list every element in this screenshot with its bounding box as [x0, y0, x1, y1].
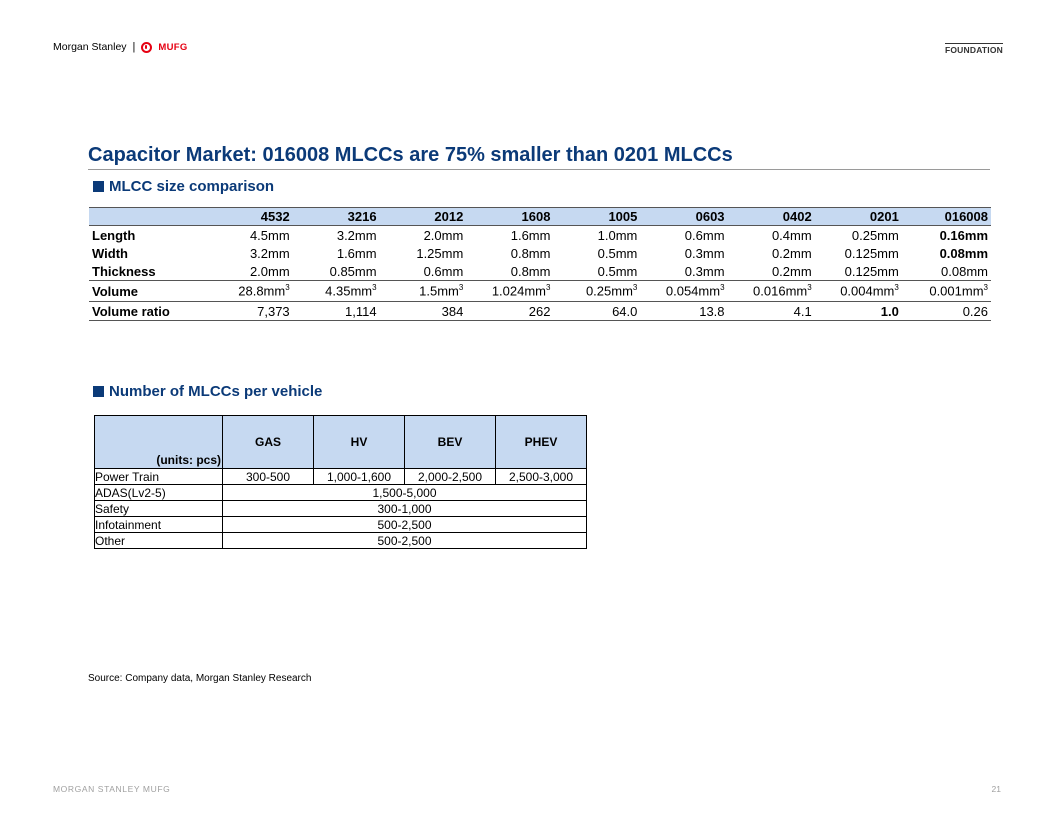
table-cell: 2,500-3,000 [496, 469, 587, 485]
volume-value: 0.001mm [929, 283, 984, 299]
table-header-row [89, 208, 991, 226]
table-row-length [89, 226, 991, 245]
volume-value: 0.054mm [665, 283, 721, 299]
table-row-thickness [89, 262, 991, 281]
unit-superscript: 3 [894, 283, 899, 293]
mlcc-size-heading-text: MLCC size comparison [109, 178, 275, 195]
column-header: 4532 [206, 208, 293, 226]
volume-value: 0.016mm [753, 283, 808, 299]
column-header: 0402 [728, 208, 815, 226]
table-cell [553, 281, 640, 302]
table-cell: 0.125mm [844, 263, 899, 279]
volume-value: 28.8mm [238, 283, 286, 299]
table-cell: 0.85mm [329, 263, 377, 279]
mlcc-per-vehicle-heading [93, 383, 322, 400]
table-row-power-train [95, 469, 587, 485]
row-label: Width [92, 245, 128, 261]
foundation-tag: FOUNDATION [944, 45, 1003, 55]
table-cell [293, 281, 380, 302]
table-cell [902, 281, 991, 302]
table-cell: 0.2mm [771, 245, 812, 261]
header-brand [53, 41, 188, 53]
table-cell: 1.0 [815, 302, 902, 321]
table-cell: 500-2,500 [223, 533, 587, 549]
table-cell: 2.0mm [423, 227, 464, 243]
column-header: 1608 [466, 208, 553, 226]
table-header-row [95, 416, 587, 469]
table-cell: 0.2mm [771, 263, 812, 279]
table-cell: 0.8mm [510, 263, 551, 279]
table-cell: 0.4mm [771, 227, 812, 243]
table-cell [206, 281, 293, 302]
table-cell: 0.25mm [851, 227, 899, 243]
table-cell: 0.125mm [844, 245, 899, 261]
mlcc-size-table [89, 207, 991, 321]
table-cell: 1,500-5,000 [223, 485, 587, 501]
column-header: 2012 [380, 208, 467, 226]
mlcc-per-vehicle-heading-text: Number of MLCCs per vehicle [109, 383, 323, 400]
mlcc-size-heading [93, 178, 274, 195]
table-cell: 0.08mm [941, 263, 988, 279]
column-header: 016008 [902, 208, 991, 226]
table-cell: 262 [466, 302, 553, 321]
table-cell: 0.6mm [684, 227, 725, 243]
table-cell: 1.6mm [510, 227, 551, 243]
table-cell: 0.3mm [684, 263, 725, 279]
column-header: 1005 [553, 208, 640, 226]
column-header: PHEV [496, 416, 587, 469]
volume-value: 1.5mm [419, 283, 459, 299]
volume-value: 0.25mm [585, 283, 633, 299]
table-cell: 300-500 [223, 469, 314, 485]
table-cell: 2,000-2,500 [405, 469, 496, 485]
footer-brand: MORGAN STANLEY MUFG [53, 784, 171, 794]
mufg-logo-text: MUFG [158, 41, 188, 53]
table-cell: 1,000-1,600 [314, 469, 405, 485]
table-cell: 1.25mm [416, 245, 464, 261]
unit-superscript: 3 [285, 283, 290, 293]
row-label: Thickness [92, 263, 156, 279]
unit-superscript: 3 [807, 283, 812, 293]
row-label: Length [92, 227, 136, 243]
table-cell: 4.1 [728, 302, 815, 321]
table-row-adas [95, 485, 587, 501]
table-cell: 64.0 [553, 302, 640, 321]
table-cell: 3.2mm [336, 227, 377, 243]
units-label: (units: pcs) [95, 416, 223, 469]
unit-superscript: 3 [458, 283, 464, 293]
table-cell: 1.0mm [597, 227, 638, 243]
row-label: Safety [95, 501, 223, 517]
table-cell: 0.3mm [684, 245, 725, 261]
table-cell: 0.5mm [597, 263, 638, 279]
table-cell: 300-1,000 [223, 501, 587, 517]
column-header: GAS [223, 416, 314, 469]
table-cell: 0.8mm [510, 245, 551, 261]
table-cell [380, 281, 467, 302]
unit-superscript: 3 [983, 283, 988, 293]
table-cell [640, 281, 727, 302]
table-cell [815, 281, 902, 302]
table-cell: 0.6mm [423, 263, 464, 279]
volume-value: 4.35mm [325, 283, 373, 299]
unit-superscript: 3 [720, 283, 725, 293]
table-cell: 7,373 [206, 302, 293, 321]
table-row-safety [95, 501, 587, 517]
page-number: 21 [991, 784, 1001, 794]
volume-value: 1.024mm [491, 283, 547, 299]
table-cell: 0.26 [902, 302, 991, 321]
table-cell: 0.08mm [939, 245, 988, 261]
table-cell [728, 281, 815, 302]
table-cell: 13.8 [640, 302, 727, 321]
header-blank [89, 208, 206, 226]
mufg-logo-icon [141, 42, 152, 53]
table-row-width [89, 244, 991, 262]
volume-value: 0.004mm [840, 283, 895, 299]
unit-superscript: 3 [546, 283, 551, 293]
square-bullet-icon [93, 181, 104, 192]
row-label: Other [95, 533, 223, 549]
row-label: Power Train [95, 469, 223, 485]
mlcc-per-vehicle-table [94, 415, 587, 549]
square-bullet-icon [93, 386, 104, 397]
brand-separator: | [132, 41, 136, 53]
column-header: 0603 [640, 208, 727, 226]
row-label: Volume ratio [89, 302, 206, 321]
row-label: Infotainment [95, 517, 223, 533]
table-row-infotainment [95, 517, 587, 533]
table-cell: 0.16mm [939, 227, 988, 243]
morgan-stanley-logo: Morgan Stanley [53, 41, 127, 53]
table-cell [466, 281, 553, 302]
table-row-other [95, 533, 587, 549]
row-label: ADAS(Lv2-5) [95, 485, 223, 501]
row-label: Volume [89, 281, 206, 302]
table-cell: 384 [380, 302, 467, 321]
source-note: Source: Company data, Morgan Stanley Research [88, 673, 312, 684]
table-cell: 2.0mm [249, 263, 290, 279]
table-cell: 4.5mm [249, 227, 290, 243]
table-cell: 500-2,500 [223, 517, 587, 533]
unit-superscript: 3 [632, 283, 638, 293]
column-header: 3216 [293, 208, 380, 226]
column-header: 0201 [815, 208, 902, 226]
table-cell: 1,114 [293, 302, 380, 321]
page-title: Capacitor Market: 016008 MLCCs are 75% smaller than 0201 MLCCs [88, 144, 990, 170]
unit-superscript: 3 [372, 283, 377, 293]
table-cell: 1.6mm [336, 245, 377, 261]
table-row-volume [89, 281, 991, 302]
table-row-volume-ratio [89, 302, 991, 321]
column-header: HV [314, 416, 405, 469]
column-header: BEV [405, 416, 496, 469]
table-cell: 0.5mm [597, 245, 638, 261]
table-cell: 3.2mm [249, 245, 290, 261]
